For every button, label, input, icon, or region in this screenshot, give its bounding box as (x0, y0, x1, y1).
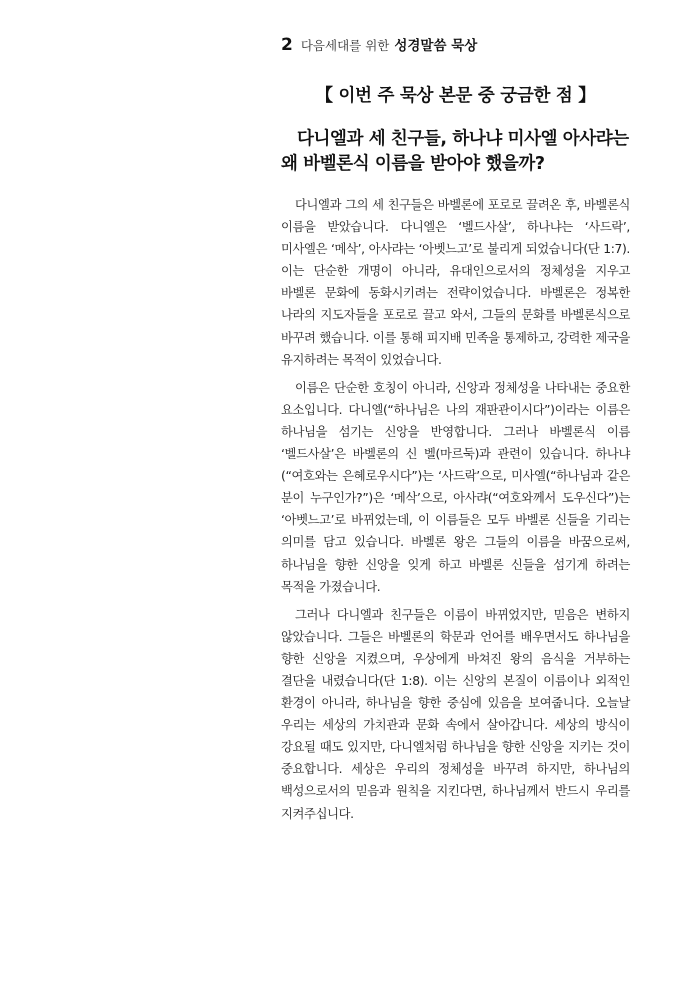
running-header (281, 34, 630, 58)
question-heading: 다니엘과 세 친구들, 하나냐 미사엘 아사랴는 왜 바벨론식 이름을 받아야 했을까? (281, 129, 629, 174)
paragraph: 그러나 다니엘과 친구들은 이름이 바뀌었지만, 믿음은 변하지 않았습니다. 그들은 바벨론의 학문과 언어를 배우면서도 하나님을 향한 신앙을 지켰으며, 우상에게 바쳐진 왕의 음식을 거부하는 결단을 내렸습니다(단 1:8). 이는 신앙의 본질이 이름이나 외적인 환경이 아니라, 하나님을 향한 중심에 있음을 보여줍니다. 오늘날 우리는 세상의 가치관과 문화 속에서 살아갑니다. 세상의 방식이 강요될 때도 있지만, 다니엘처럼 하나님을 향한 신앙을 지키는 것이 중요합니다. 세상은 우리의 정체성을 바꾸려 하지만, 하나님의 백성으로서의 믿음과 원칙을 지킨다면, 하나님께서 반드시 우리를 지켜주십니다. (281, 607, 630, 821)
section-title: 【 이번 주 묵상 본문 중 궁금한 점 】 (315, 86, 596, 106)
series-subtitle: 다음세대를 위한 (300, 38, 390, 53)
paragraph: 이름은 단순한 호칭이 아니라, 신앙과 정체성을 나타내는 중요한 요소입니다. 다니엘(“하나님은 나의 재판관이시다”)이라는 이름은 하나님을 섬기는 신앙을 반영합니다. 그러나 바벨론식 이름 ‘벨드사살’은 바벨론의 신 벨(마르둑)과 관련이 있습니다. 하나냐(“여호와는 은혜로우시다”)는 ‘사드락’으로, 미사엘(“하나님과 같은 분이 누구인가?”)은 ‘메삭’으로, 아사랴(“여호와께서 도우신다”)는 ‘아벳느고’로 바뀌었는데, 이 이름들은 모두 바벨론 신들을 기리는 의미를 담고 있습니다. 바벨론 왕은 그들의 이름을 바꿈으로써, 하나님을 향한 신앙을 잊게 하고 바벨론 신들을 섬기게 하려는 목적을 가졌습니다. (281, 380, 630, 594)
page-number: 2 (281, 35, 293, 55)
page (281, 34, 630, 831)
body-text (281, 194, 630, 825)
series-title: 성경말씀 묵상 (394, 38, 478, 54)
paragraph: 다니엘과 그의 세 친구들은 바벨론에 포로로 끌려온 후, 바벨론식 이름을 받았습니다. 다니엘은 ‘벨드사살’, 하나냐는 ‘사드락’, 미사엘은 ‘메삭’, 아사랴는 ‘아벳느고’로 불리게 되었습니다(단 1:7). 이는 단순한 개명이 아니라, 유대인으로서의 정체성을 지우고 바벨론 문화에 동화시키려는 전략이었습니다. 바벨론은 정복한 나라의 지도자들을 포로로 끌고 와서, 그들의 문화를 바벨론식으로 바꾸려 했습니다. 이를 통해 피지배 민족을 통제하고, 강력한 제국을 유지하려는 목적이 있었습니다. (281, 198, 630, 367)
